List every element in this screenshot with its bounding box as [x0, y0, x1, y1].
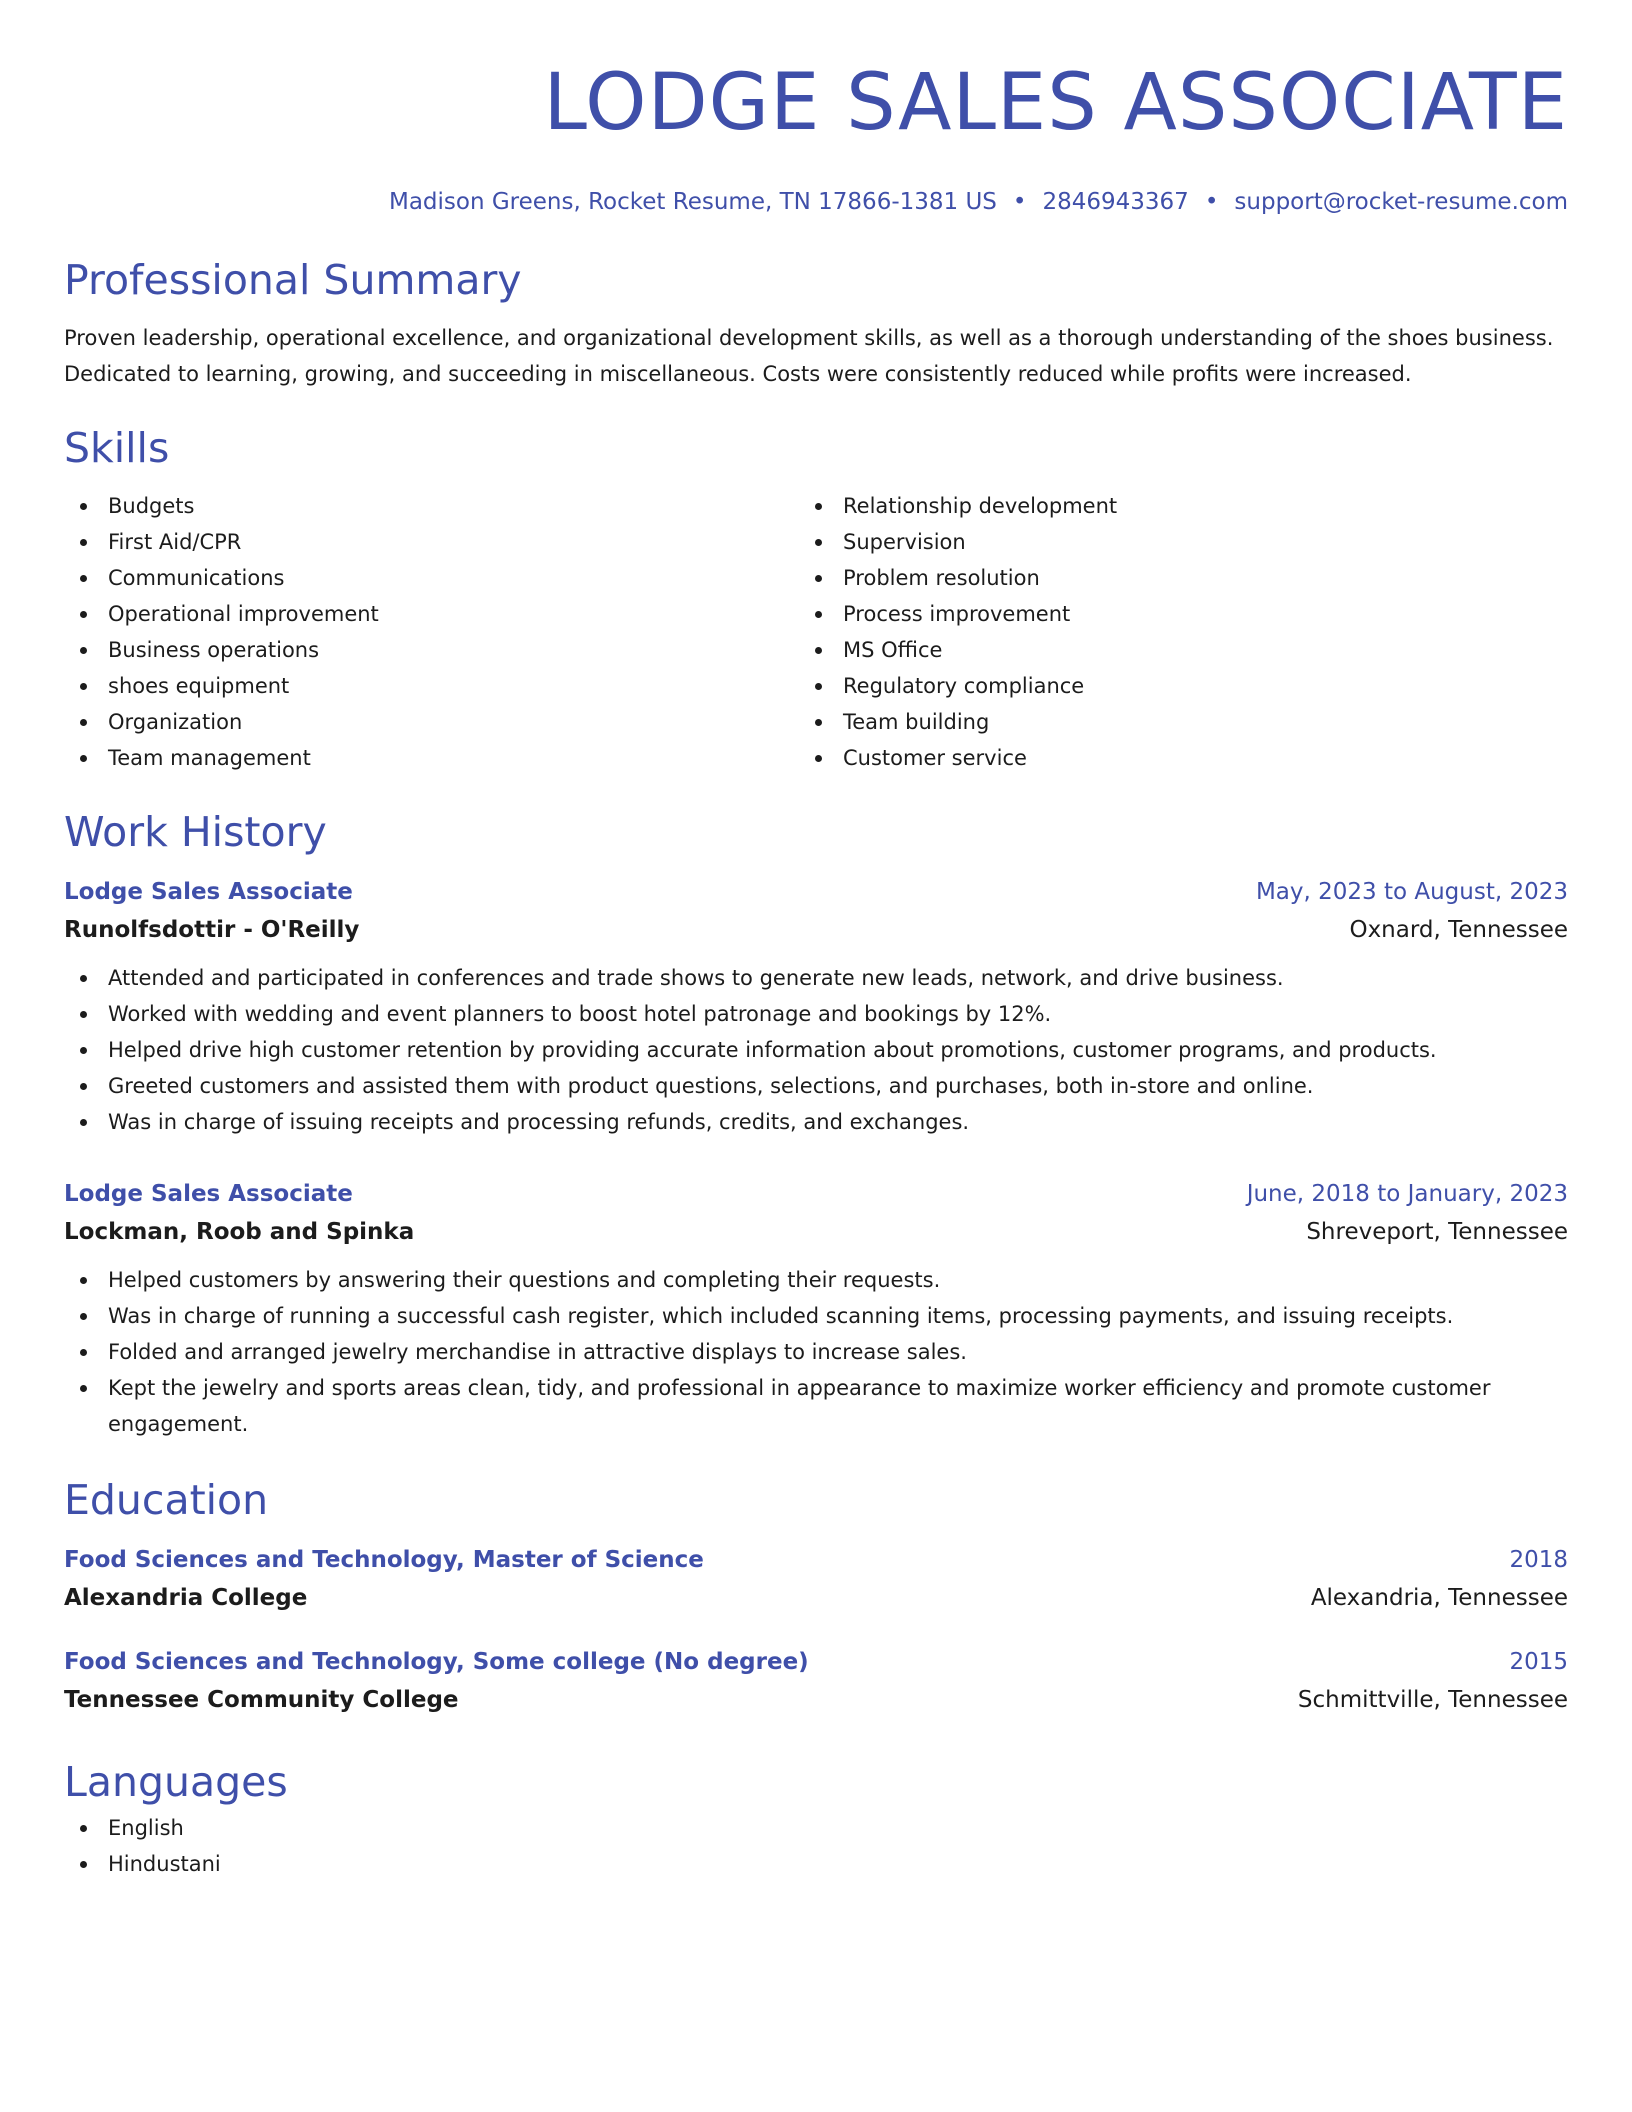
skill-item: First Aid/CPR	[64, 524, 799, 560]
languages-section	[64, 1754, 1568, 1882]
degree-name: Food Sciences and Technology, Some college (No degree)	[64, 1649, 809, 1675]
job-duty: Was in charge of running a successful cash register, which included scanning items, processing payments, and issuing receipts.	[64, 1298, 1568, 1334]
job-title: Lodge Sales Associate	[64, 879, 353, 905]
job-company: Runolfsdottir - O'Reilly	[64, 917, 360, 943]
job-company: Lockman, Roob and Spinka	[64, 1219, 415, 1245]
job-dates: June, 2018 to January, 2023	[1246, 1181, 1568, 1207]
skill-item: shoes equipment	[64, 668, 799, 704]
job-title: Lodge Sales Associate	[64, 1181, 353, 1207]
education-entry	[64, 1542, 1568, 1618]
skills-column-right	[799, 488, 1534, 776]
job-duty: Kept the jewelry and sports areas clean, tidy, and professional in appearance to maximize worker efficiency and promote customer engagement.	[64, 1370, 1568, 1442]
skill-item: Regulatory compliance	[799, 668, 1534, 704]
skills-column-left	[64, 488, 799, 776]
school-name: Tennessee Community College	[64, 1687, 459, 1713]
degree-name: Food Sciences and Technology, Master of Science	[64, 1547, 704, 1573]
job-duty: Greeted customers and assisted them with product questions, selections, and purchases, both in-store and online.	[64, 1068, 1568, 1104]
job-dates: May, 2023 to August, 2023	[1255, 879, 1568, 905]
job-entry	[64, 874, 1568, 1140]
skill-item: Operational improvement	[64, 596, 799, 632]
summary-section	[64, 252, 1568, 392]
skill-item: MS Office	[799, 632, 1534, 668]
job-duty: Worked with wedding and event planners to boost hotel patronage and bookings by 12%.	[64, 996, 1568, 1032]
skills-section	[64, 420, 1568, 776]
contact-address: Madison Greens, Rocket Resume, TN 17866-1381 US	[388, 189, 997, 215]
degree-row	[64, 1542, 1568, 1578]
contact-email: support@rocket-resume.com	[1234, 189, 1568, 215]
school-row	[64, 1578, 1568, 1618]
skill-item: Organization	[64, 704, 799, 740]
skill-item: Team management	[64, 740, 799, 776]
resume-title: LODGE SALES ASSOCIATE	[543, 58, 1568, 148]
language-item: Hindustani	[64, 1846, 1568, 1882]
skill-item: Customer service	[799, 740, 1534, 776]
languages-list	[64, 1810, 1568, 1882]
school-row	[64, 1680, 1568, 1720]
degree-row	[64, 1644, 1568, 1680]
job-title-row	[64, 874, 1568, 910]
work-history-heading: Work History	[64, 808, 327, 856]
school-location: Alexandria, Tennessee	[1310, 1585, 1568, 1611]
skills-list-left	[64, 488, 799, 776]
education-entry	[64, 1644, 1568, 1720]
job-entry	[64, 1176, 1568, 1442]
school-location: Schmittville, Tennessee	[1297, 1687, 1568, 1713]
skills-grid	[64, 488, 1568, 776]
skill-item: Problem resolution	[799, 560, 1534, 596]
contact-line	[64, 186, 1568, 218]
job-location: Oxnard, Tennessee	[1349, 917, 1568, 943]
summary-heading: Professional Summary	[64, 256, 522, 304]
job-duty: Was in charge of issuing receipts and processing refunds, credits, and exchanges.	[64, 1104, 1568, 1140]
job-duty: Helped customers by answering their questions and completing their requests.	[64, 1262, 1568, 1298]
skills-heading: Skills	[64, 424, 170, 472]
skill-item: Team building	[799, 704, 1534, 740]
job-company-row	[64, 910, 1568, 950]
skill-item: Process improvement	[799, 596, 1534, 632]
skill-item: Communications	[64, 560, 799, 596]
skill-item: Business operations	[64, 632, 799, 668]
job-duties-list	[64, 960, 1568, 1140]
job-duties-list	[64, 1262, 1568, 1442]
job-title-row	[64, 1176, 1568, 1212]
skill-item: Relationship development	[799, 488, 1534, 524]
contact-separator: •	[1012, 189, 1027, 215]
contact-phone: 2846943367	[1042, 189, 1189, 215]
job-duty: Attended and participated in conferences and trade shows to generate new leads, network, and drive business.	[64, 960, 1568, 996]
skills-list-right	[799, 488, 1534, 776]
job-duty: Folded and arranged jewelry merchandise in attractive displays to increase sales.	[64, 1334, 1568, 1370]
degree-year: 2015	[1509, 1649, 1568, 1675]
language-item: English	[64, 1810, 1568, 1846]
summary-text: Proven leadership, operational excellence, and organizational development skills, as well as a thorough understanding of the shoes business. Dedicated to learning, growing, and succeeding in miscellaneous. Costs were consistently reduced while profits were increased.	[64, 326, 1554, 386]
skill-item: Budgets	[64, 488, 799, 524]
education-heading: Education	[64, 1476, 269, 1524]
skill-item: Supervision	[799, 524, 1534, 560]
job-company-row	[64, 1212, 1568, 1252]
work-history-section	[64, 804, 1568, 1442]
school-name: Alexandria College	[64, 1585, 308, 1611]
degree-year: 2018	[1509, 1547, 1568, 1573]
job-duty: Helped drive high customer retention by providing accurate information about promotions, customer programs, and products.	[64, 1032, 1568, 1068]
job-location: Shreveport, Tennessee	[1306, 1219, 1568, 1245]
education-section	[64, 1472, 1568, 1720]
resume-header	[64, 48, 1568, 218]
contact-separator: •	[1204, 189, 1219, 215]
languages-heading: Languages	[64, 1758, 288, 1806]
